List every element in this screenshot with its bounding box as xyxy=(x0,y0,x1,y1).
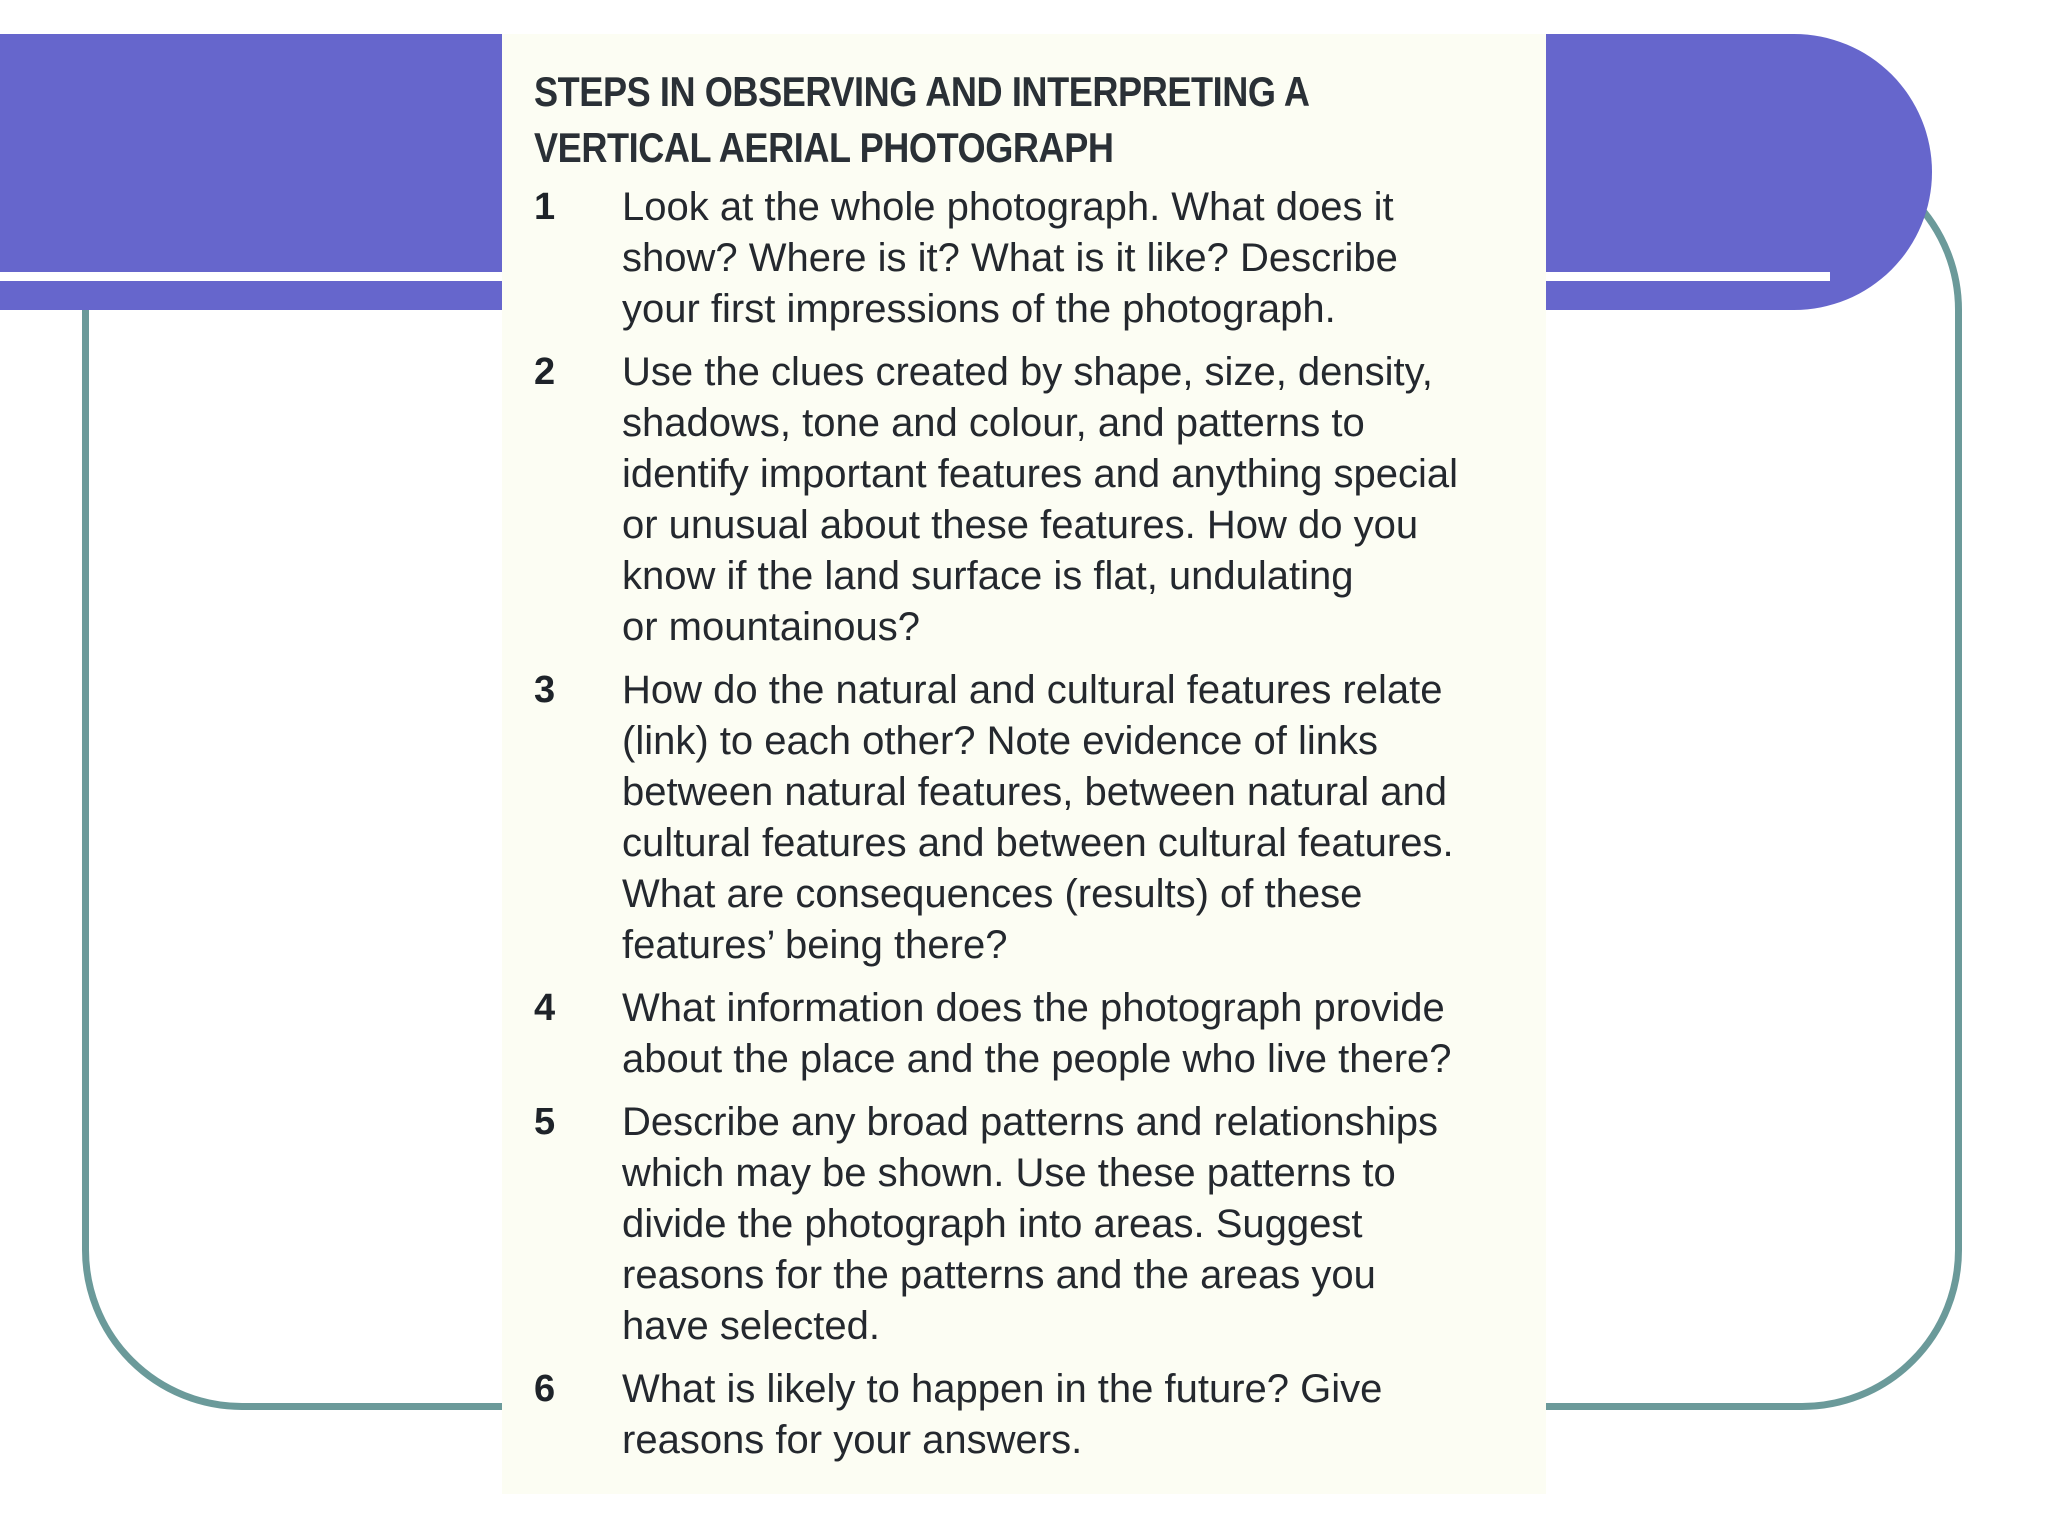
step-item xyxy=(534,665,1518,971)
step-text: Look at the whole photograph. What does it show? Where is it? What is it like? Describe your first impressions of the photograph. xyxy=(622,185,1398,331)
step-number: 2 xyxy=(534,351,556,393)
step-text: What information does the photograph provide about the place and the people who live there? xyxy=(622,986,1452,1081)
steps-list xyxy=(534,182,1518,1466)
step-number: 6 xyxy=(534,1368,556,1410)
step-number: 3 xyxy=(534,669,556,711)
step-item xyxy=(534,1364,1518,1466)
step-text: How do the natural and cultural features relate (link) to each other? Note evidence of links between natural features, between natural and cultural features and between cultural features. What are consequences (results) of these features’ being there? xyxy=(622,668,1454,967)
page-heading: STEPS IN OBSERVING AND INTERPRETING A VERTICAL AERIAL PHOTOGRAPH xyxy=(534,68,1310,171)
scanned-page xyxy=(502,34,1546,1494)
step-item xyxy=(534,1097,1518,1352)
step-text: Use the clues created by shape, size, density, shadows, tone and colour, and patterns to identify important features and anything special or unusual about these features. How do you know if the land surface is flat, undulating or mountainous? xyxy=(622,350,1459,649)
step-item xyxy=(534,983,1518,1085)
step-item xyxy=(534,347,1518,653)
step-text: What is likely to happen in the future? Give reasons for your answers. xyxy=(622,1367,1383,1462)
step-number: 4 xyxy=(534,987,556,1029)
step-number: 5 xyxy=(534,1101,556,1143)
step-text: Describe any broad patterns and relationships which may be shown. Use these patterns to divide the photograph into areas. Suggest reasons for the patterns and the areas you have selected. xyxy=(622,1100,1439,1348)
step-number: 1 xyxy=(534,186,556,228)
step-item xyxy=(534,182,1518,335)
